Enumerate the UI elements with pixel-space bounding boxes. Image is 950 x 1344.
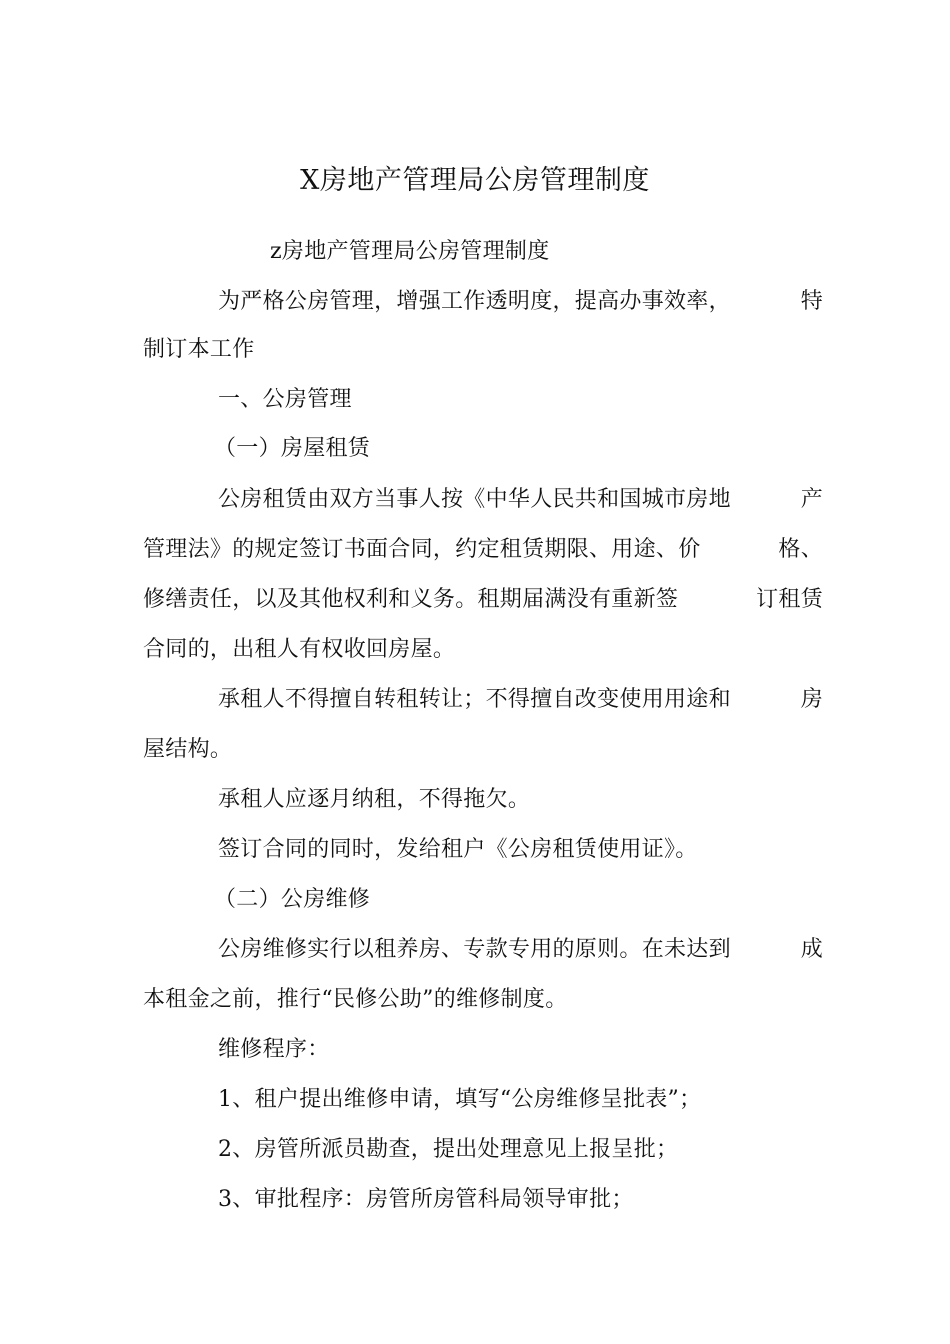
procedure-label: 维修程序： <box>218 1037 330 1062</box>
maintenance-paragraph-line-1 <box>218 934 823 966</box>
lease-paragraph-line-3-text: 修缮责任，以及其他权利和义务。租期届满没有重新签 <box>143 587 679 612</box>
intro-line-1-end: 特 <box>800 289 823 314</box>
lease-paragraph-line-3 <box>143 584 823 616</box>
tenant-rule-line-2: 屋结构。 <box>143 737 233 762</box>
intro-line-1 <box>218 286 823 318</box>
lease-paragraph-line-4: 合同的，出租人有权收回房屋。 <box>143 637 456 662</box>
tenant-rule-line-1-end: 房 <box>800 687 823 712</box>
procedure-step-1: 1、租户提出维修申请，填写“公房维修呈批表”； <box>218 1087 702 1112</box>
intro-line-2: 制订本工作 <box>143 337 255 362</box>
rent-payment-line: 承租人应逐月纳租，不得拖欠。 <box>218 787 531 812</box>
lease-paragraph-line-2 <box>143 534 823 566</box>
procedure-step-2: 2、房管所派员勘查，提出处理意见上报呈批； <box>218 1137 679 1162</box>
lease-paragraph-line-1-text: 公房租赁由双方当事人按《中华人民共和国城市房地 <box>218 487 731 512</box>
lease-paragraph-line-1 <box>218 484 823 516</box>
maintenance-paragraph-line-1-text: 公房维修实行以租养房、专款专用的原则。在未达到 <box>218 937 731 962</box>
procedure-step-3: 3、审批程序：房管所房管科局领导审批； <box>218 1187 634 1212</box>
tenant-rule-line-1 <box>218 684 823 716</box>
tenant-rule-line-1-text: 承租人不得擅自转租转让；不得擅自改变使用用途和 <box>218 687 731 712</box>
document-subtitle: z房地产管理局公房管理制度 <box>270 239 550 264</box>
lease-paragraph-line-2-end: 格、 <box>778 537 823 562</box>
section-1-heading: 一、公房管理 <box>218 387 352 412</box>
intro-line-1-text: 为严格公房管理，增强工作透明度，提高办事效率， <box>218 289 731 314</box>
lease-paragraph-line-2-text: 管理法》的规定签订书面合同，约定租赁期限、用途、价 <box>143 537 701 562</box>
subsection-2-heading: （二）公房维修 <box>214 887 371 912</box>
lease-paragraph-line-1-end: 产 <box>800 487 823 512</box>
certificate-line: 签订合同的同时，发给租户《公房租赁使用证》。 <box>218 837 698 862</box>
maintenance-paragraph-line-1-end: 成 <box>800 937 823 962</box>
subsection-1-heading: （一）房屋租赁 <box>214 436 371 461</box>
maintenance-paragraph-line-2: 本租金之前，推行“民修公助”的维修制度。 <box>143 987 568 1012</box>
lease-paragraph-line-3-end: 订租赁 <box>756 587 823 612</box>
document-title: X房地产管理局公房管理制度 <box>300 165 650 196</box>
